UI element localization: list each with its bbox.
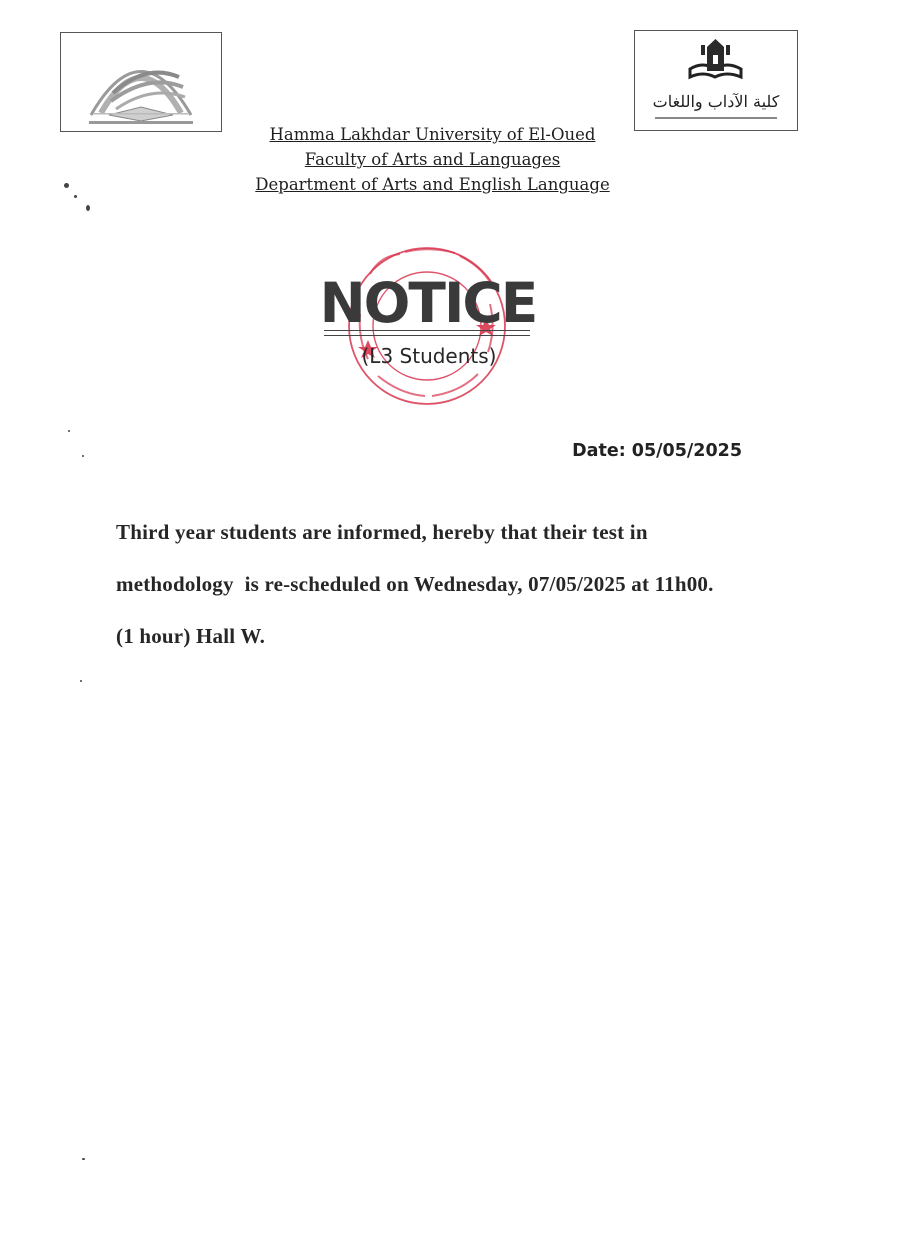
body-line: Third year students are informed, hereby that their test in <box>116 520 648 544</box>
department-name: Department of Arts and English Language <box>255 175 610 194</box>
body-line: (1 hour) Hall W. <box>116 624 266 648</box>
body-line: methodology is re-scheduled on Wednesday, 07/05/2025 at 11h00. <box>116 572 714 596</box>
scan-speck <box>80 680 82 682</box>
notice-audience: (L3 Students) <box>361 344 497 368</box>
university-logo <box>60 32 222 132</box>
scan-speck <box>82 455 84 457</box>
scan-speck <box>68 430 70 432</box>
scan-speck <box>82 1158 85 1160</box>
scan-speck <box>64 183 69 188</box>
notice-title: NOTICE <box>319 271 537 335</box>
institution-header <box>200 122 665 197</box>
faculty-logo <box>634 30 798 131</box>
faculty-name: Faculty of Arts and Languages <box>304 150 561 169</box>
title-underline-2 <box>324 335 530 336</box>
scan-speck <box>86 205 90 211</box>
faculty-logo-icon <box>635 31 797 130</box>
scan-speck <box>74 195 77 198</box>
university-logo-icon <box>61 33 221 131</box>
notice-body <box>116 506 836 662</box>
notice-date: Date: 05/05/2025 <box>572 441 742 461</box>
svg-text:كلية الآداب واللغات: كلية الآداب واللغات <box>652 92 780 111</box>
title-underline-1 <box>324 330 530 331</box>
university-name: Hamma Lakhdar University of El-Oued <box>269 125 596 144</box>
